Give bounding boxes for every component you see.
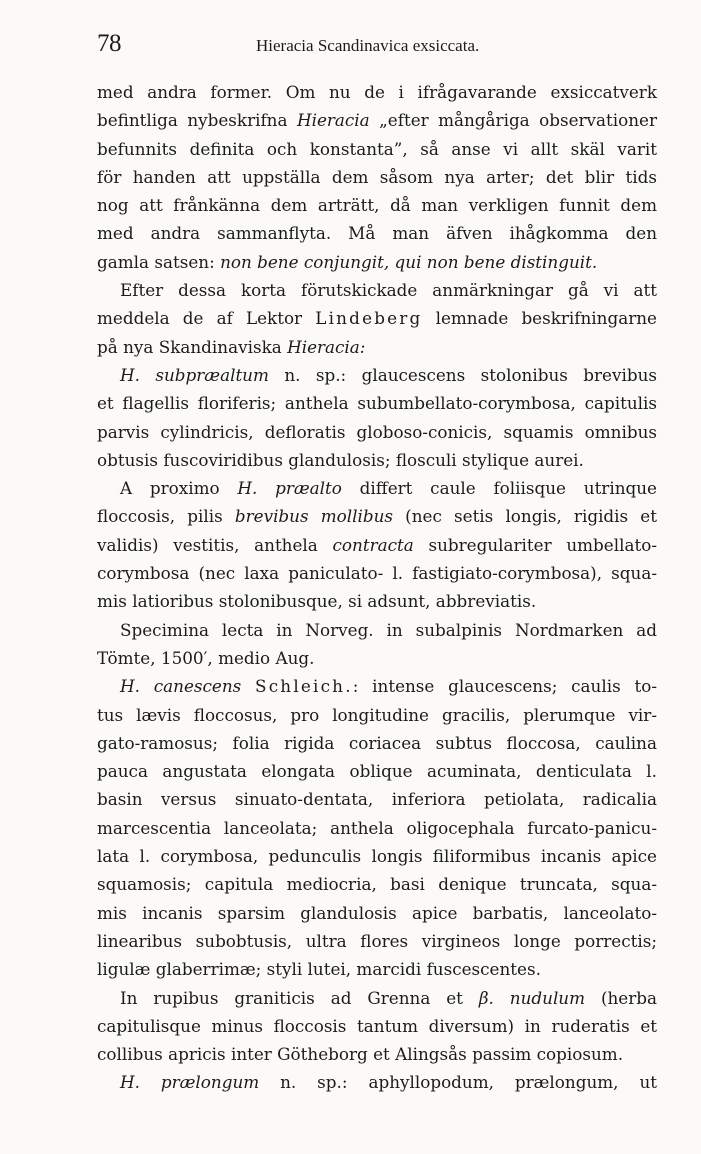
text-run: Tömte, 1500′, medio Aug. (97, 647, 315, 668)
text-run: et flagellis floriferis; anthela subumbellato-corymbosa, capitulis (97, 393, 657, 414)
text-line (97, 955, 657, 983)
text-run: (nec setis longis, rigidis et (393, 506, 657, 527)
text-run (241, 676, 255, 696)
spaced-name: Schleich. (255, 676, 353, 697)
text-run: n. sp.: aphyllopodum, prælongum, ut (259, 1072, 657, 1093)
text-run: validis) vestitis, anthela (97, 534, 333, 555)
text-line (97, 78, 657, 106)
text-run: parvis cylindricis, defloratis globoso-conicis, squamis omnibus (97, 421, 657, 442)
text-run: med andra sammanflyta. Må man äfven ihågkomma den (97, 223, 657, 244)
text-run: lemnade beskrifningarne (422, 308, 657, 329)
text-line (97, 701, 657, 729)
text-line (97, 135, 657, 163)
text-run: gato-ramosus; folia rigida coriacea subtus floccosa, caulina (97, 732, 657, 753)
text-line (97, 644, 657, 672)
italic-run: β. nudulum (478, 987, 586, 1008)
text-line (97, 474, 657, 502)
text-run: tus lævis floccosus, pro longitudine gracilis, plerumque vir- (97, 704, 657, 725)
italic-run: non bene conjungit, qui non bene distinguit. (220, 251, 598, 272)
text-run: floccosis, pilis (97, 506, 235, 527)
text-line (97, 729, 657, 757)
body-text (97, 78, 657, 1097)
text-line (97, 814, 657, 842)
text-line (97, 219, 657, 247)
text-run: squamosis; capitula mediocria, basi denique truncata, squa- (97, 874, 657, 895)
text-run: n. sp.: glaucescens stolonibus brevibus (268, 364, 657, 385)
italic-run: contracta (332, 534, 414, 555)
italic-run: Hieracia: (287, 336, 366, 357)
text-run: befintliga nybeskrifna (97, 110, 297, 131)
text-line (97, 418, 657, 446)
text-run: nog att frånkänna dem arträtt, då man verkligen funnit dem (97, 195, 657, 216)
text-run: linearibus subobtusis, ultra flores virgineos longe porrectis; (97, 930, 657, 951)
text-line (97, 333, 657, 361)
text-line (97, 870, 657, 898)
text-line (97, 1040, 657, 1068)
text-run: subregulariter umbellato- (413, 534, 657, 555)
text-run: pauca angustata elongata oblique acuminata, denticulata l. (97, 761, 657, 782)
italic-run: H. canescens (120, 676, 242, 697)
text-line (97, 899, 657, 927)
text-run: „efter mångåriga observationer (369, 110, 657, 131)
text-run: meddela de af Lektor (97, 308, 316, 329)
text-line (97, 531, 657, 559)
text-line (97, 984, 657, 1012)
text-run: för handen att uppställa dem såsom nya arter; det blir tids (97, 166, 657, 187)
text-line (97, 276, 657, 304)
italic-run: H. præalto (237, 478, 342, 499)
text-line (97, 389, 657, 417)
text-run: mis latioribus stolonibusque, si adsunt, abbreviatis. (97, 591, 537, 612)
text-line (97, 502, 657, 530)
text-run: befunnits definita och konstanta”, så anse vi allt skäl varit (97, 138, 657, 159)
text-run: differt caule foliisque utrinque (341, 478, 657, 499)
text-line (97, 927, 657, 955)
text-run: gamla satsen: (97, 251, 221, 272)
text-run: lata l. corymbosa, pedunculis longis filiformibus incanis apice (97, 846, 657, 867)
text-line (97, 191, 657, 219)
text-run: basin versus sinuato-dentata, inferiora petiolata, radicalia (97, 789, 657, 810)
text-line (97, 616, 657, 644)
page-number: 78 (97, 30, 121, 57)
text-run: på nya Skandinaviska (97, 336, 288, 357)
text-run: marcescentia lanceolata; anthela oligocephala furcato-panicu- (97, 817, 657, 838)
spaced-name: Lindeberg (315, 308, 423, 329)
text-run: ligulæ glaberrimæ; styli lutei, marcidi fuscescentes. (97, 959, 541, 980)
text-run: In rupibus graniticis ad Grenna et (120, 987, 479, 1008)
text-line (97, 785, 657, 813)
text-line (97, 248, 657, 276)
italic-run: H. subpræaltum (120, 364, 269, 385)
text-line (97, 446, 657, 474)
text-line (97, 163, 657, 191)
text-run: obtusis fuscoviridibus glandulosis; flosculi stylique aurei. (97, 449, 584, 470)
text-line (97, 304, 657, 332)
running-head: Hieracia Scandinavica exsiccata. (256, 36, 480, 55)
text-line (97, 842, 657, 870)
text-run: : intense glaucescens; caulis to- (352, 676, 657, 697)
text-run: med andra former. Om nu de i ifrågavarande exsiccatverk (97, 82, 657, 102)
italic-run: brevibus mollibus (234, 506, 394, 527)
text-line (97, 559, 657, 587)
text-run: capitulisque minus floccosis tantum diversum) in ruderatis et (97, 1015, 657, 1036)
text-line (97, 1012, 657, 1040)
text-line (97, 106, 657, 134)
text-line (97, 587, 657, 615)
text-line (97, 361, 657, 389)
text-run: collibus apricis inter Götheborg et Alingsås passim copiosum. (97, 1044, 624, 1065)
text-line (97, 757, 657, 785)
text-line (97, 1068, 657, 1096)
italic-run: Hieracia (296, 110, 370, 131)
text-line (97, 672, 657, 700)
text-run: A proximo (120, 478, 238, 499)
text-run: Efter dessa korta förutskickade anmärkningar gå vi att (120, 280, 657, 301)
text-run: (herba (585, 987, 657, 1008)
text-run: mis incanis sparsim glandulosis apice barbatis, lanceolato- (97, 902, 657, 923)
text-run: Specimina lecta in Norveg. in subalpinis Nordmarken ad (120, 619, 657, 640)
italic-run: H. prælongum (120, 1072, 260, 1093)
text-run: corymbosa (nec laxa paniculato- l. fastigiato-corymbosa), squa- (97, 563, 657, 584)
